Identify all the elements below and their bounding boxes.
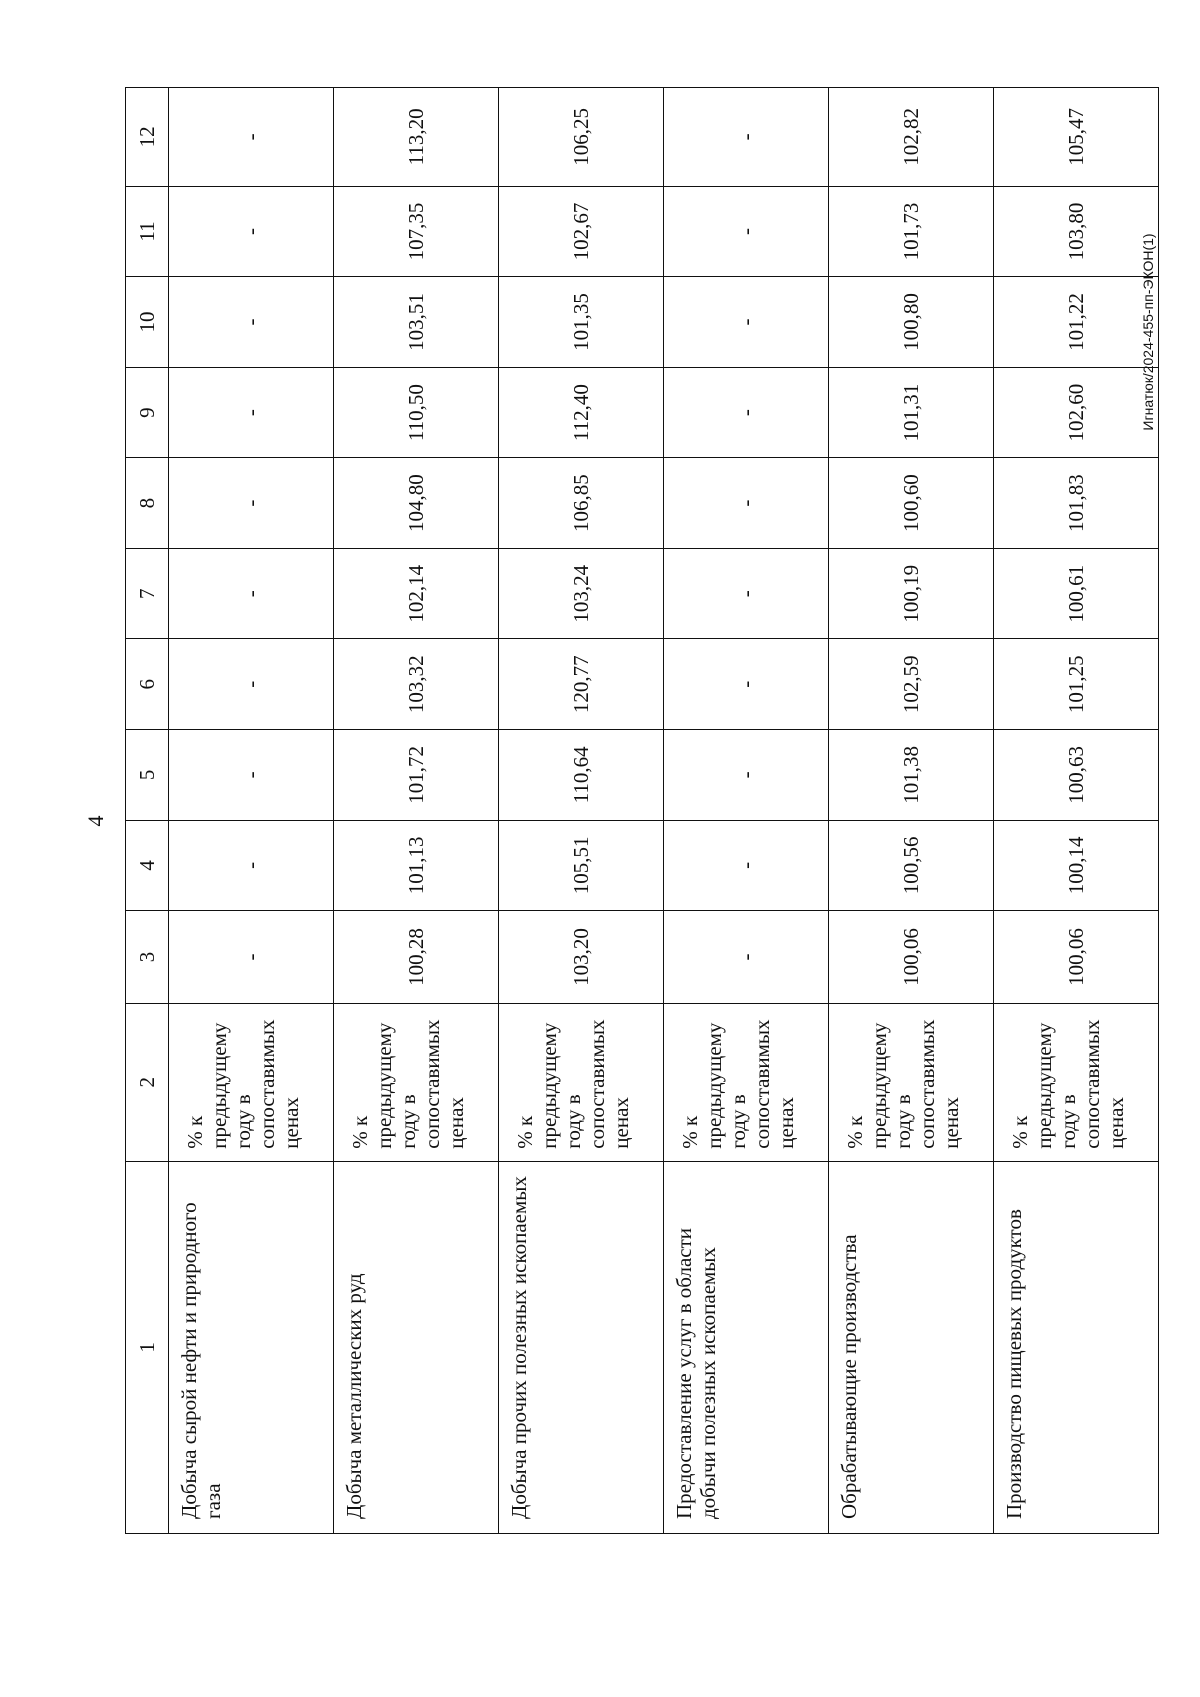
value-cell: - [664,186,829,277]
table-row [994,88,1159,1534]
value-cell: 113,20 [334,88,499,187]
column-number: 9 [126,367,169,458]
column-number-row [126,88,169,1534]
value-cell: - [664,820,829,911]
value-cell: - [664,730,829,821]
value-cell: 100,06 [829,911,994,1004]
column-number: 10 [126,277,169,368]
value-cell: 101,83 [994,458,1159,549]
value-cell: 120,77 [499,639,664,730]
value-cell: 110,50 [334,367,499,458]
value-cell: 101,72 [334,730,499,821]
column-number: 11 [126,186,169,277]
value-cell: - [169,367,334,458]
row-unit: % к предыдущему году в сопоставимых ценах [829,1003,994,1161]
row-indicator-name: Предоставление услуг в области добычи полезных ископаемых [664,1161,829,1533]
row-indicator-name: Добыча сырой нефти и природного газа [169,1161,334,1533]
table-row [829,88,994,1534]
row-indicator-name: Добыча прочих полезных ископаемых [499,1161,664,1533]
value-cell: 100,19 [829,548,994,639]
value-cell: 100,14 [994,820,1159,911]
value-cell: - [169,820,334,911]
value-cell: 103,20 [499,911,664,1004]
value-cell: - [664,367,829,458]
column-number: 12 [126,88,169,187]
value-cell: 112,40 [499,367,664,458]
value-cell: 100,63 [994,730,1159,821]
rotated-table-container [125,87,1128,1534]
row-unit: % к предыдущему году в сопоставимых ценах [334,1003,499,1161]
row-unit: % к предыдущему году в сопоставимых ценах [994,1003,1159,1161]
value-cell: - [169,277,334,368]
value-cell: 102,67 [499,186,664,277]
value-cell: 100,80 [829,277,994,368]
value-cell: - [664,458,829,549]
value-cell: 101,25 [994,639,1159,730]
column-number: 4 [126,820,169,911]
row-indicator-name: Добыча металлических руд [334,1161,499,1533]
value-cell: - [664,277,829,368]
value-cell: 101,73 [829,186,994,277]
column-number: 2 [126,1003,169,1161]
value-cell: 101,13 [334,820,499,911]
value-cell: 102,60 [994,367,1159,458]
value-cell: - [664,911,829,1004]
column-number: 5 [126,730,169,821]
value-cell: 103,80 [994,186,1159,277]
row-unit: % к предыдущему году в сопоставимых ценах [499,1003,664,1161]
column-number: 8 [126,458,169,549]
value-cell: 106,25 [499,88,664,187]
row-unit: % к предыдущему году в сопоставимых ценах [664,1003,829,1161]
value-cell: 101,35 [499,277,664,368]
value-cell: - [169,730,334,821]
value-cell: - [664,639,829,730]
page-number: 4 [83,815,108,827]
value-cell: 103,24 [499,548,664,639]
value-cell: - [664,548,829,639]
value-cell: 102,82 [829,88,994,187]
value-cell: 107,35 [334,186,499,277]
value-cell: 102,14 [334,548,499,639]
value-cell: - [169,88,334,187]
value-cell: 104,80 [334,458,499,549]
value-cell: - [169,911,334,1004]
value-cell: 105,47 [994,88,1159,187]
table-row [334,88,499,1534]
row-unit: % к предыдущему году в сопоставимых ценах [169,1003,334,1161]
value-cell: 100,56 [829,820,994,911]
value-cell: 103,51 [334,277,499,368]
column-number: 6 [126,639,169,730]
value-cell: 103,32 [334,639,499,730]
column-number: 1 [126,1161,169,1533]
value-cell: 101,31 [829,367,994,458]
value-cell: 100,60 [829,458,994,549]
value-cell: 105,51 [499,820,664,911]
value-cell: 110,64 [499,730,664,821]
value-cell: 100,61 [994,548,1159,639]
table-row [169,88,334,1534]
document-code: Игнатюк/2024-455-пп-ЭКОН(1) [1140,233,1156,431]
value-cell: - [169,186,334,277]
table-row [664,88,829,1534]
row-indicator-name: Производство пищевых продуктов [994,1161,1159,1533]
value-cell: 100,06 [994,911,1159,1004]
value-cell: - [169,548,334,639]
data-table [125,87,1159,1534]
value-cell: 106,85 [499,458,664,549]
value-cell: - [169,639,334,730]
column-number: 3 [126,911,169,1004]
value-cell: 100,28 [334,911,499,1004]
column-number: 7 [126,548,169,639]
value-cell: - [664,88,829,187]
value-cell: 101,38 [829,730,994,821]
value-cell: - [169,458,334,549]
row-indicator-name: Обрабатывающие производства [829,1161,994,1533]
table-row [499,88,664,1534]
value-cell: 101,22 [994,277,1159,368]
value-cell: 102,59 [829,639,994,730]
